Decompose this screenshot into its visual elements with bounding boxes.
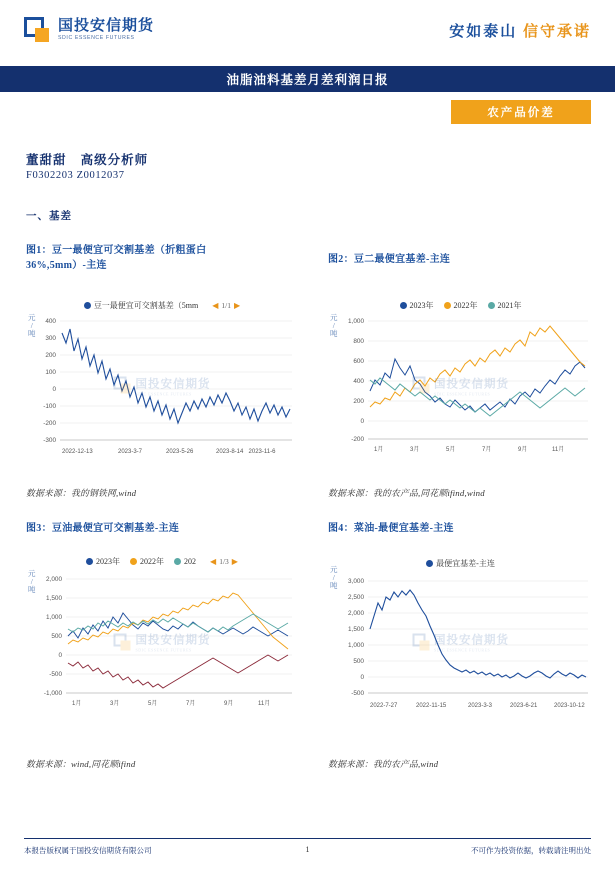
legend-item [174,557,196,566]
svg-text:2023-3-3: 2023-3-3 [468,703,493,709]
svg-text:200: 200 [45,352,56,359]
figure-4 [328,521,590,536]
svg-text:0: 0 [52,386,56,393]
figure-4-chart [328,552,593,732]
footer-disclaimer: 不可作为投资依据，转载请注明出处 [471,846,591,855]
figure-2-yunit: 元 / 吨 [330,313,338,338]
section-heading: 一、基差 [26,211,72,222]
svg-text:3月: 3月 [110,701,120,707]
company-logo [24,17,154,43]
figure-2-legend [328,300,593,311]
figure-1-chart [26,298,298,473]
figure-2 [328,252,590,267]
figure-3-yunit: 元 / 吨 [28,569,36,594]
svg-text:600: 600 [353,358,364,365]
watermark: 国投安信期货 SDIC ESSENCE FUTURES [412,632,509,653]
legend-item [444,300,478,311]
header-slogan [449,20,591,41]
figure-1-yunit: 元 / 吨 [28,313,36,338]
svg-text:2023-5-26: 2023-5-26 [166,449,194,455]
svg-text:-500: -500 [351,690,364,697]
svg-text:7月: 7月 [482,447,492,453]
svg-text:5月: 5月 [446,447,456,453]
pager-label: 1/1 [221,301,232,310]
prev-arrow-icon[interactable]: ◀ [212,301,219,310]
svg-text:0: 0 [360,674,364,681]
svg-text:7月: 7月 [186,701,196,707]
figure-2-plot [328,311,593,461]
figure-1-plot [26,311,298,461]
legend-label: 2021年 [497,301,522,310]
footer-copyright: 本报告版权属于国投安信期货有限公司 [24,846,152,855]
legend-item [400,300,434,311]
figure-2-title: 图2：豆二最便宜基差-主连 [328,254,451,265]
svg-text:2023-6-21: 2023-6-21 [510,703,538,709]
svg-text:2022-12-13: 2022-12-13 [62,449,93,455]
footer-page-number: 1 [305,845,310,854]
svg-text:400: 400 [45,318,56,325]
svg-text:2,500: 2,500 [348,594,364,601]
svg-text:1,500: 1,500 [46,595,62,602]
logo-text-en: SDIC ESSENCE FUTURES [58,34,135,41]
legend-item [488,300,522,311]
svg-text:400: 400 [353,378,364,385]
author-line [26,150,148,168]
next-arrow-icon[interactable]: ▶ [231,557,238,566]
legend-label: 2023年 [409,301,434,310]
svg-text:3,000: 3,000 [348,578,364,585]
legend-item [84,300,198,311]
figure-3-chart [26,552,298,732]
watermark: 国投安信期货 SDIC ESSENCE FUTURES [412,375,509,396]
figure-2-source: 数据来源：我的农产品,同花顺ifind,wind [328,488,485,498]
svg-text:1,500: 1,500 [348,626,364,633]
svg-text:-100: -100 [43,403,56,410]
legend-label: 2022年 [140,557,165,566]
legend-label: 最便宜基差-主连 [436,559,495,568]
svg-text:2023-8-14: 2023-8-14 [216,449,244,455]
svg-text:3月: 3月 [410,447,420,453]
svg-text:1,000: 1,000 [348,642,364,649]
svg-text:0: 0 [58,652,62,659]
legend-item [426,558,495,569]
figure-3 [26,521,306,536]
svg-text:300: 300 [45,335,56,342]
svg-text:-300: -300 [43,437,56,444]
svg-text:2,000: 2,000 [46,576,62,583]
legend-label: 202 [184,557,197,566]
svg-text:2023-3-7: 2023-3-7 [118,449,143,455]
report-title-bar [0,66,615,92]
logo-icon [24,17,50,43]
author-role: 高级分析师 [80,153,149,167]
svg-text:-500: -500 [49,671,62,678]
svg-text:2023-10-12: 2023-10-12 [554,703,585,709]
legend-label: 2023年 [96,557,121,566]
figure-3-plot [26,567,298,719]
legend-item [86,556,120,567]
figure-1-source: 数据来源：我的钢铁网,wind [26,488,137,498]
figure-4-plot [328,569,593,721]
figure-3-source: 数据来源：wind,同花顺ifind [26,759,136,769]
next-arrow-icon[interactable]: ▶ [234,301,241,310]
svg-text:9月: 9月 [518,447,528,453]
svg-text:2022-11-15: 2022-11-15 [416,703,447,709]
author-ids: F0302203 Z0012037 [26,170,125,181]
figure-1-pager[interactable] [212,301,240,310]
svg-text:11月: 11月 [258,701,271,707]
svg-text:100: 100 [45,369,56,376]
svg-text:0: 0 [360,418,364,425]
svg-text:500: 500 [51,633,62,640]
figure-4-source: 数据来源：我的农产品,wind [328,759,439,769]
svg-text:9月: 9月 [224,701,234,707]
svg-text:2,000: 2,000 [348,610,364,617]
page-title: 油脂油料基差月差利润日报 [226,73,389,87]
svg-text:2022-7-27: 2022-7-27 [370,703,398,709]
legend-label: 豆一最便宜可交割基差（5mm [93,301,199,310]
legend-label: 2022年 [453,301,478,310]
figure-4-legend [328,558,593,569]
category-tag-label: 农产品价差 [487,107,555,119]
figure-4-title: 图4：菜油-最便宜基差-主连 [328,523,454,534]
slogan-cn: 安如泰山 [449,23,518,40]
svg-text:800: 800 [353,338,364,345]
slogan-orange: 信守承诺 [522,23,591,40]
figure-1 [26,243,296,273]
footer-divider [24,838,591,839]
figure-2-chart [328,298,593,473]
svg-text:-1,000: -1,000 [43,690,62,697]
author-name: 董甜甜 [26,153,67,167]
category-tag [451,100,591,124]
svg-text:-200: -200 [351,436,364,443]
watermark: 国投安信期货 SDIC ESSENCE FUTURES [114,375,211,396]
logo-text-cn: 国投安信期货 [58,18,155,35]
figure-1-legend [26,300,298,311]
watermark: 国投安信期货 SDIC ESSENCE FUTURES [114,632,211,653]
svg-text:11月: 11月 [552,447,565,453]
svg-text:200: 200 [353,398,364,405]
svg-text:1月: 1月 [374,447,384,453]
svg-text:1,000: 1,000 [46,614,62,621]
figure-3-legend [26,556,298,567]
figure-3-pager[interactable] [210,557,238,566]
svg-text:5月: 5月 [148,701,158,707]
svg-text:1,000: 1,000 [348,318,364,325]
legend-item [130,556,164,567]
page-header [0,0,615,60]
prev-arrow-icon[interactable]: ◀ [210,557,217,566]
svg-text:500: 500 [353,658,364,665]
figure-4-yunit: 元 / 吨 [330,565,338,590]
svg-text:-200: -200 [43,420,56,427]
svg-text:2023-11-6: 2023-11-6 [248,449,276,455]
figure-3-title: 图3：豆油最便宜可交割基差-主连 [26,523,180,534]
svg-text:1月: 1月 [72,701,82,707]
figure-1-title: 图1：豆一最便宜可交割基差（折粗蛋白36%,5mm）-主连 [26,245,207,271]
pager-label: 1/3 [219,557,229,566]
